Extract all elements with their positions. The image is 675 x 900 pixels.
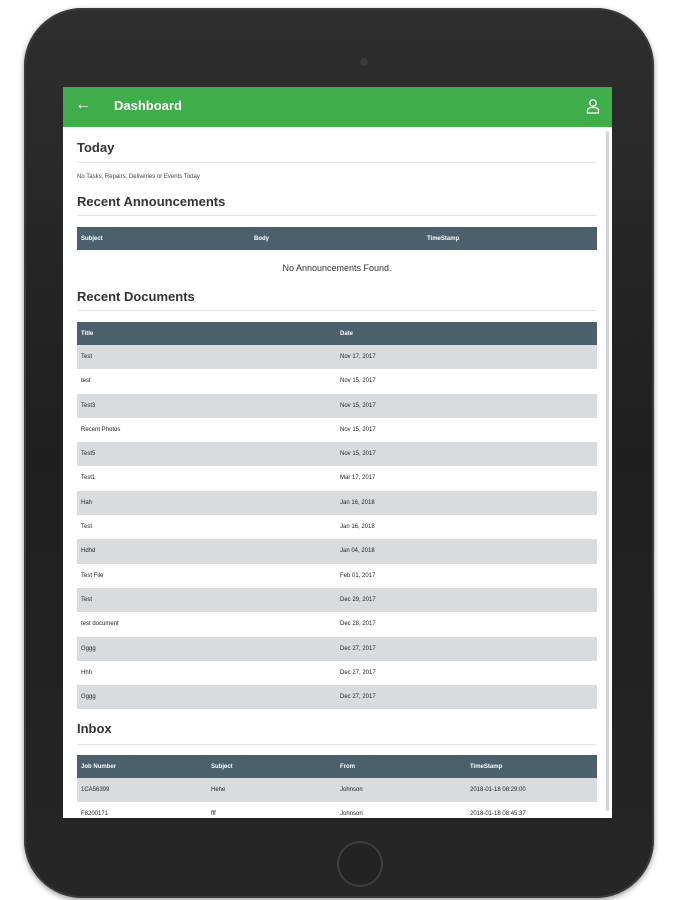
inbox-subject: fff [211,811,216,818]
document-title: Gggg [81,645,96,652]
document-date: Jan 16, 2018 [340,499,375,506]
document-date: Nov 15, 2017 [340,426,376,433]
inbox-timestamp: 2018-01-18 08:45:37 [470,811,526,818]
document-title: Hhh [81,669,93,676]
document-title: Test5 [81,451,96,458]
column-header-from[interactable]: From [340,764,355,770]
today-title: Today [77,140,115,155]
inbox-from: Johnson [340,787,363,793]
announcements-empty-message: No Announcements Found. [282,263,392,273]
inbox-job-number: F8200171 [81,811,109,818]
table-row[interactable] [77,515,597,539]
documents-title: Recent Documents [77,289,195,304]
app-bar [63,87,612,127]
table-row[interactable] [77,369,597,393]
announcements-table-header [77,227,597,250]
document-date: Mar 17, 2017 [340,475,376,482]
divider [77,310,597,311]
document-date: Dec 28, 2017 [340,621,376,628]
document-title: Test File [81,572,104,579]
document-title: Gggg [81,694,96,701]
document-date: Jan 04, 2018 [340,548,375,555]
column-header-body[interactable]: Body [254,236,269,242]
today-message: No Tasks, Repairs, Deliveries or Events Today [77,174,200,180]
table-row[interactable] [77,539,597,563]
column-header-date[interactable]: Date [340,331,354,337]
document-title: Hdhd [81,548,96,555]
document-title: Test3 [81,402,96,409]
column-header-subject[interactable]: Subject [211,764,233,770]
document-title: Test [81,524,93,531]
divider [77,215,597,216]
document-date: Dec 29, 2017 [340,596,376,603]
inbox-job-number: 1CA56399 [81,787,110,793]
table-row[interactable] [77,588,597,612]
table-row[interactable] [77,612,597,636]
app-screen [63,87,612,818]
inbox-subject: Hehe [211,787,226,793]
column-header-subject[interactable]: Subject [81,236,103,242]
document-date: Feb 01, 2017 [340,572,376,579]
announcements-title: Recent Announcements [77,194,226,209]
scrollbar[interactable] [606,131,609,811]
table-row[interactable] [77,345,597,369]
document-date: Nov 15, 2017 [340,402,376,409]
page-title: Dashboard [114,98,182,113]
column-header-job-number[interactable]: Job Number [81,764,117,770]
table-row[interactable] [77,418,597,442]
document-title: Test [81,596,93,603]
table-row[interactable] [77,466,597,490]
home-button[interactable] [337,841,383,887]
table-row[interactable] [77,802,597,818]
table-row[interactable] [77,491,597,515]
document-title: test document [81,621,119,628]
table-row[interactable] [77,661,597,685]
column-header-timestamp[interactable]: TimeStamp [470,764,503,770]
table-row[interactable] [77,442,597,466]
document-date: Dec 27, 2017 [340,645,376,652]
table-row[interactable] [77,637,597,661]
inbox-from: Johnson [340,811,363,818]
document-date: Dec 27, 2017 [340,669,376,676]
inbox-table-body [77,778,597,818]
camera [358,56,370,68]
table-row[interactable] [77,778,597,802]
documents-table-body [77,345,597,709]
document-title: Test1 [81,475,96,482]
table-row[interactable] [77,394,597,418]
divider [77,744,597,745]
document-title: Recent Photos [81,426,121,433]
person-icon[interactable] [586,98,600,114]
inbox-title: Inbox [77,721,112,736]
document-date: Dec 27, 2017 [340,694,376,701]
document-date: Nov 17, 2017 [340,354,376,360]
document-date: Nov 15, 2017 [340,451,376,458]
table-row[interactable] [77,685,597,709]
document-date: Jan 16, 2018 [340,524,375,531]
inbox-table-header [77,755,597,778]
column-header-title[interactable]: Title [81,331,94,337]
document-date: Nov 15, 2017 [340,378,376,385]
document-title: test [81,378,91,385]
column-header-timestamp[interactable]: TimeStamp [427,236,460,242]
documents-table-header [77,322,597,345]
document-title: Test [81,354,93,360]
back-arrow-icon[interactable]: ← [75,96,91,113]
table-row[interactable] [77,564,597,588]
inbox-timestamp: 2018-01-18 08:29:00 [470,787,526,793]
document-title: Hah [81,499,93,506]
divider [77,162,597,163]
